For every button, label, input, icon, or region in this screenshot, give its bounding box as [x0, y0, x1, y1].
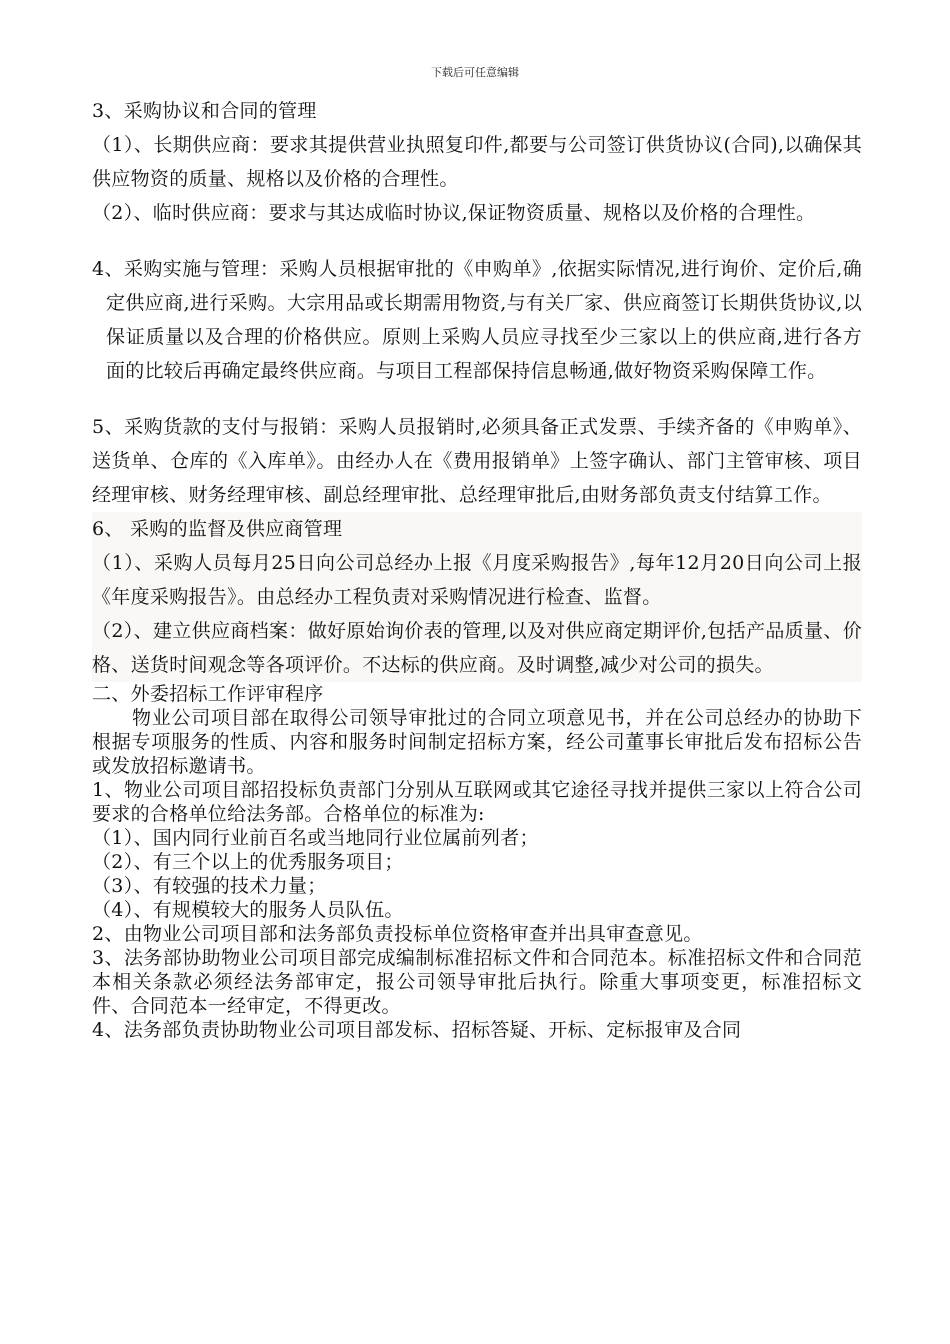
part-2-sub-2: （2）、有三个以上的优秀服务项目； — [92, 851, 404, 873]
page-header: 下载后可任意编辑 — [431, 66, 519, 79]
part-2-item-1: 1、物业公司项目部招投标负责部门分别从互联网或其它途径寻找并提供三家以上符合公司要求的合格单位给法务部。合格单位的标准为: — [92, 779, 862, 825]
part-2-sub-1: （1）、国内同行业前百名或当地同行业位属前列者； — [92, 827, 539, 849]
section-6-title: 6、 采购的监督及供应商管理 — [92, 518, 343, 540]
part-2-block — [92, 682, 862, 1042]
section-6-para-2: （2）、建立供应商档案：做好原始询价表的管理,以及对供应商定期评价,包括产品质量、价格、送货时间观念等各项评价。不达标的供应商。及时调整,减少对公司的损失。 — [92, 620, 862, 676]
part-2-item-4: 4、法务部负责协助物业公司项目部发标、招标答疑、开标、定标报审及合同 — [92, 1019, 742, 1041]
section-3-para-2: （2）、临时供应商：要求与其达成临时协议,保证物资质量、规格以及价格的合理性。 — [92, 202, 816, 224]
part-2-item-2: 2、由物业公司项目部和法务部负责投标单位资格审查并出具审查意见。 — [92, 923, 703, 945]
section-3-para-1: （1）、长期供应商：要求其提供营业执照复印件,都要与公司签订供货协议(合同),以确保其供应物资的质量、规格以及价格的合理性。 — [92, 134, 862, 190]
section-6-block — [92, 512, 862, 682]
part-2-sub-4: （4）、有规模较大的服务人员队伍。 — [92, 899, 404, 921]
section-3-title: 3、采购协议和合同的管理 — [92, 100, 317, 122]
part-2-title: 二、外委招标工作评审程序 — [92, 683, 324, 705]
part-2-sub-3: （3）、有较强的技术力量； — [92, 875, 327, 897]
section-5-text: 5、采购货款的支付与报销：采购人员报销时,必须具备正式发票、手续齐备的《申购单》、送货单、仓库的《入库单》。由经办人在《费用报销单》上签字确认、部门主管审核、项目经理审核、财务经理审核、副总经理审批、总经理审批后,由财务部负责支付结算工作。 — [92, 416, 862, 506]
part-2-item-3: 3、法务部协助物业公司项目部完成编制标准招标文件和合同范本。标准招标文件和合同范本相关条款必须经法务部审定，报公司领导审批后执行。除重大事项变更，标准招标文件、合同范本一经审定，不得更改。 — [92, 947, 862, 1017]
document-body — [92, 94, 862, 1042]
part-2-intro: 物业公司项目部在取得公司领导审批过的合同立项意见书，并在公司总经办的协助下根据专项服务的性质、内容和服务时间制定招标方案，经公司董事长审批后发布招标公告或发放招标邀请书。 — [92, 707, 862, 777]
section-6-para-1: （1）、采购人员每月25日向公司总经办上报《月度采购报告》,每年12月20日向公司上报《年度采购报告》。由总经办工程负责对采购情况进行检查、监督。 — [92, 552, 862, 608]
section-4-text: 4、采购实施与管理：采购人员根据审批的《申购单》,依据实际情况,进行询价、定价后,确定供应商,进行采购。大宗用品或长期需用物资,与有关厂家、供应商签订长期供货协议,以保证质量以及合理的价格供应。原则上采购人员应寻找至少三家以上的供应商,进行各方面的比较后再确定最终供应商。与项目工程部保持信息畅通,做好物资采购保障工作。 — [92, 258, 862, 382]
